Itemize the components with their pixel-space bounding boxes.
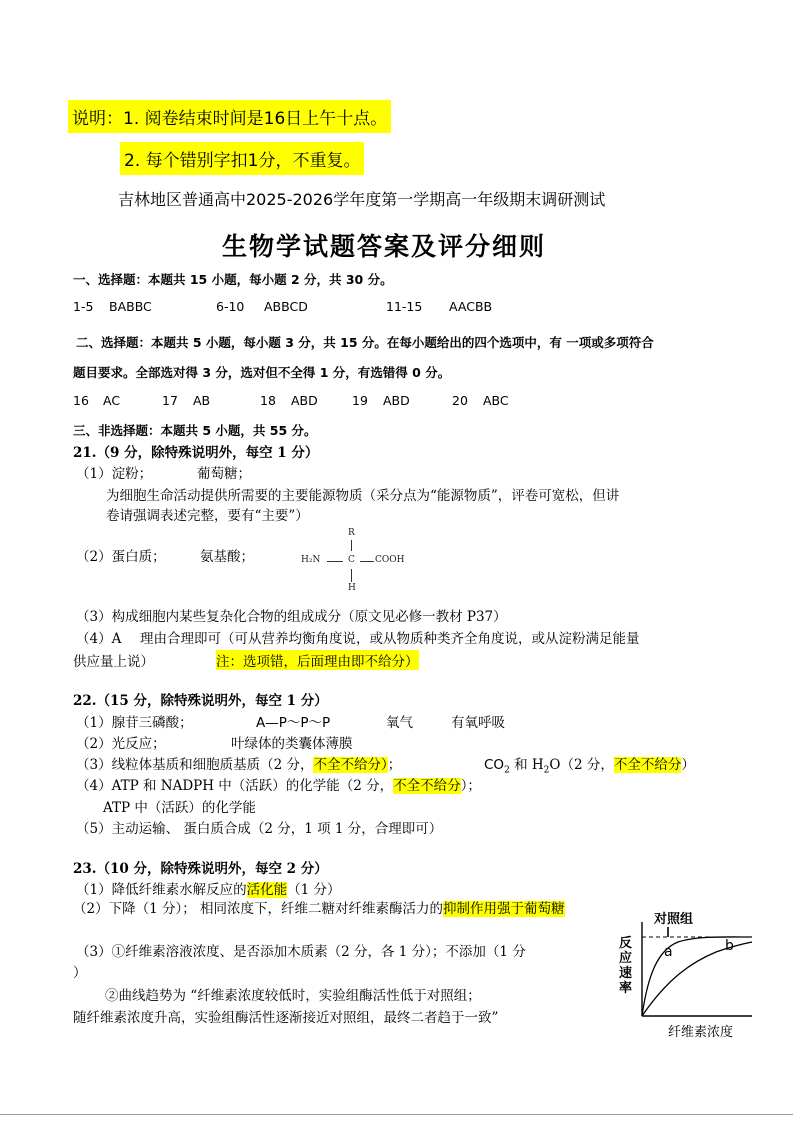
formula-bond-left	[327, 561, 343, 562]
q17-num: 17	[162, 393, 178, 408]
q23-p1-a: （1）降低纤维素水解反应的	[76, 882, 247, 898]
q22-p1-structure: A—P～P～P	[256, 715, 331, 731]
q22-p1-atp: （1）腺苷三磷酸；	[76, 715, 193, 731]
q21-p1-starch: （1）淀粉；	[76, 466, 153, 482]
q20-answer: ABC	[483, 393, 509, 408]
q21-p1-explain: 为细胞生命活动提供所需要的主要能源物质（采分点为“能源物质”，评卷可宽松，但讲	[106, 488, 620, 504]
q22-p1-oxygen: 氧气	[386, 715, 413, 731]
q22-p1-respiration: 有氧呼吸	[451, 715, 505, 731]
formula-h2n: H₂N	[301, 555, 321, 565]
section3-heading: 三、非选择题：本题共 5 小题，共 55 分。	[73, 423, 317, 438]
q23-p1	[76, 878, 340, 898]
q22-p4-a: （4）ATP 和 NADPH 中（活跃）的化学能（2 分，	[76, 778, 394, 794]
exam-subtitle: 吉林地区普通高中2025-2026学年度第一学期高一年级期末调研测试	[118, 190, 606, 209]
q21-p4-reason: 理由合理即可（可从营养均衡角度说，或从物质种类齐全角度说，或从淀粉满足能量	[140, 631, 640, 647]
q23-p3-b: ）	[73, 965, 87, 981]
section1-range-1: 1-5	[73, 299, 94, 314]
section1-answer-2: ABBCD	[264, 299, 308, 314]
amino-acid-formula	[290, 528, 410, 596]
q22-p3-semicolon: ；	[387, 757, 402, 773]
graph-curve-a	[642, 937, 752, 1016]
formula-bond-top	[351, 540, 352, 551]
graph-curve-b	[642, 942, 752, 1016]
and-h-text: 和 H	[509, 757, 544, 773]
q23-p3-c: ②曲线趋势为 “纤维素浓度较低时，实验组酶活性低于对照组；	[105, 988, 481, 1004]
q22-p4-b: ）；	[460, 778, 481, 794]
q22-p3-hl1: 不全不给分）	[313, 757, 388, 773]
q23-p2	[73, 899, 598, 920]
graph-curve-b-label: b	[725, 938, 734, 954]
formula-c: C	[348, 555, 355, 565]
q19-num: 19	[352, 393, 368, 408]
section2-heading-line2: 题目要求。全部选对得 3 分，选对但不全得 1 分，有选错得 0 分。	[73, 365, 451, 380]
graph-control-label: 对照组	[654, 912, 694, 927]
q22-p3-gases	[484, 753, 695, 776]
q22-p4-line	[76, 774, 481, 794]
q22-p2-thylakoid: 叶绿体的类囊体薄膜	[231, 736, 353, 752]
q23-p3-d: 随纤维素浓度升高，实验组酶活性逐渐接近对照组，最终二者趋于一致”	[73, 1010, 499, 1026]
q22-p4-hl: 不全不给分	[393, 778, 461, 794]
q21-p4-reason-2: 供应量上说）	[73, 654, 154, 670]
co2-text: CO	[484, 757, 505, 773]
section1-answer-3: AACBB	[449, 299, 493, 314]
q21-p3: （3）构成细胞内某些复杂化合物的组成成分（原文见必修一教材 P37）	[76, 609, 507, 625]
q22-p2-light: （2）光反应；	[76, 736, 166, 752]
q23-p3-a: （3）①纤维素溶液浓度、是否添加木质素（2 分，各 1 分）；不添加（1 分	[76, 944, 526, 960]
formula-bond-bottom	[351, 569, 352, 582]
q16-num: 16	[73, 393, 89, 408]
q23-p1-b: （1 分）	[287, 882, 341, 898]
q21-p2-aminoacid: 氨基酸；	[200, 549, 254, 565]
q22-p3-a: （3）线粒体基质和细胞质基质（2 分，	[76, 757, 314, 773]
graph-curve-a-label: a	[664, 944, 673, 960]
h2o-sub: 2	[543, 765, 550, 776]
q23-header: 23.（10 分，除特殊说明外，每空 2 分）	[73, 861, 328, 877]
q21-p4-note: 注：选项错，后面理由即不给分）	[216, 650, 419, 670]
page-title: 生物学试题答案及评分细则	[222, 232, 547, 261]
graph-x-label: 纤维素浓度	[668, 1025, 734, 1040]
q16-answer: AC	[103, 393, 121, 408]
note-line-1: 说明：1. 阅卷结束时间是16日上午十点。	[68, 100, 391, 133]
q22-p4-c: ATP 中（活跃）的化学能	[103, 800, 256, 816]
formula-h: H	[348, 583, 356, 593]
co2-sub: 2	[504, 765, 510, 776]
section1-range-2: 6-10	[216, 299, 245, 314]
q20-num: 20	[452, 393, 468, 408]
q21-p2-protein: （2）蛋白质；	[76, 549, 166, 565]
q18-answer: ABD	[291, 393, 318, 408]
q22-p3-line	[76, 753, 401, 773]
o-text: O（2 分，	[549, 757, 614, 773]
formula-r: R	[348, 528, 355, 538]
section1-range-3: 11-15	[386, 299, 423, 314]
q23-p1-hl: 活化能	[246, 882, 288, 898]
q23-p2-hl: 抑制作用强于葡萄糖	[443, 901, 565, 917]
section1-heading: 一、选择题：本题共 15 小题，每小题 2 分，共 30 分。	[73, 272, 393, 287]
q22-p3-hl2: 不全不给分	[613, 757, 682, 773]
q21-p4-choice: （4）A	[76, 631, 122, 647]
q22-p5: （5）主动运输、 蛋白质合成（2 分，1 项 1 分，合理即可）	[76, 821, 443, 837]
q21-header: 21.（9 分，除特殊说明外，每空 1 分）	[73, 445, 319, 461]
q19-answer: ABD	[383, 393, 410, 408]
q18-num: 18	[260, 393, 276, 408]
q21-p1-explain-2: 卷请强调表述完整，要有“主要”）	[106, 508, 309, 524]
section2-heading-line1: 二、选择题：本题共 5 小题，每小题 3 分，共 15 分。在每小题给出的四个选项中，有 一项或多项符合	[76, 335, 654, 350]
section1-answer-1: BABBC	[109, 299, 152, 314]
q22-p3-end: ）	[681, 757, 695, 773]
note-line-2: 2. 每个错别字扣1分，不重复。	[120, 142, 364, 175]
enzyme-activity-graph	[612, 908, 762, 1043]
q23-p2-a: （2）下降（1 分）； 相同浓度下，纤维二糖对纤维素酶活力的	[73, 901, 444, 917]
q17-answer: AB	[193, 393, 211, 408]
graph-y-label: 反应速率	[619, 936, 633, 996]
formula-bond-right	[360, 561, 374, 562]
formula-cooh: COOH	[375, 555, 405, 565]
q21-p1-glucose: 葡萄糖；	[197, 466, 251, 482]
q22-header: 22.（15 分，除特殊说明外，每空 1 分）	[73, 693, 328, 709]
page-bottom-divider	[0, 1114, 793, 1115]
